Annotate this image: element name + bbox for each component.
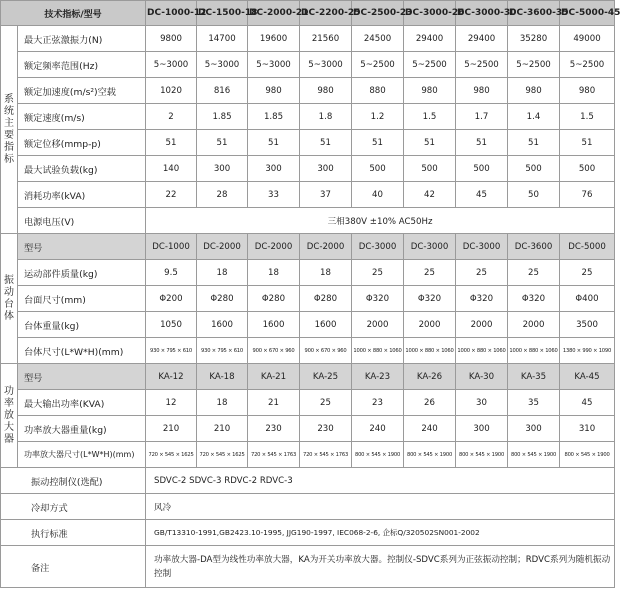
cell: 720 × 545 × 1625: [146, 442, 197, 468]
group-char: 指: [4, 141, 14, 153]
group-char: 功: [4, 385, 14, 397]
cell: 980: [300, 78, 352, 104]
amp-group-label: [1, 364, 18, 468]
cell: 2000: [456, 312, 508, 338]
group-char: 主: [4, 117, 14, 129]
cell: 300: [248, 156, 300, 182]
cell: 500: [456, 156, 508, 182]
group-char: 统: [4, 105, 14, 117]
cell: 800 × 545 × 1900: [352, 442, 404, 468]
row-label: 最大正弦激振力(N): [18, 26, 146, 52]
cell: 49000: [560, 26, 615, 52]
group-char: 系: [4, 93, 14, 105]
cell: 930 × 795 × 610: [146, 338, 197, 364]
cell: Φ320: [456, 286, 508, 312]
cell: 1050: [146, 312, 197, 338]
cell: KA-21: [248, 364, 300, 390]
cell: 51: [352, 130, 404, 156]
cell: 980: [508, 78, 560, 104]
cell: 18: [300, 260, 352, 286]
cell: 5~2500: [456, 52, 508, 78]
cell: Φ280: [300, 286, 352, 312]
cell: 2000: [352, 312, 404, 338]
cell: 25: [404, 260, 456, 286]
group-char: 要: [4, 129, 14, 141]
cell: 1.5: [404, 104, 456, 130]
cell: DC-3000: [352, 234, 404, 260]
model-header: DC-2200-25: [300, 1, 352, 26]
cell: 300: [456, 416, 508, 442]
cell: KA-35: [508, 364, 560, 390]
row-label: 台体尺寸(L*W*H)(mm): [18, 338, 146, 364]
power-value: 三相380V ±10% AC50Hz: [146, 208, 615, 234]
cell: 240: [352, 416, 404, 442]
cell: 1.85: [197, 104, 248, 130]
cell: 980: [456, 78, 508, 104]
standard-value: GB/T13310-1991,GB2423.10-1995, JJG190-1997, IEC068-2-6, 企标Q/320502SN001-2002: [146, 520, 615, 546]
cell: DC-2000: [197, 234, 248, 260]
cell: 1.7: [456, 104, 508, 130]
cell: 25: [560, 260, 615, 286]
cell: 37: [300, 182, 352, 208]
cell: 51: [404, 130, 456, 156]
cell: Φ400: [560, 286, 615, 312]
cell: 51: [560, 130, 615, 156]
cell: KA-26: [404, 364, 456, 390]
cell: 816: [197, 78, 248, 104]
table-row: [1, 338, 615, 364]
cell: 1380 × 990 × 1090: [560, 338, 615, 364]
row-label: 型号: [18, 364, 146, 390]
cell: KA-30: [456, 364, 508, 390]
cell: 5~3000: [300, 52, 352, 78]
system-group-label: [1, 26, 18, 234]
table-row: [1, 286, 615, 312]
row-label: 台体重量(kg): [18, 312, 146, 338]
cell: DC-1000: [146, 234, 197, 260]
cell: 12: [146, 390, 197, 416]
cell: 5~2500: [352, 52, 404, 78]
remark-value: 功率放大器-DA型为线性功率放大器，KA为开关功率放大器。控制仪-SDVC系列为正弦振动控制；RDVC系列为随机振动控制: [146, 546, 615, 588]
cell: Φ280: [197, 286, 248, 312]
standard-label: 执行标准: [1, 520, 146, 546]
cell: 33: [248, 182, 300, 208]
header-row: [1, 1, 615, 26]
cell: 1000 × 880 × 1060: [352, 338, 404, 364]
row-label: 型号: [18, 234, 146, 260]
model-header: DC-1000-12: [146, 1, 197, 26]
cell: 21560: [300, 26, 352, 52]
table-row: [1, 390, 615, 416]
cell: 500: [352, 156, 404, 182]
cell: DC-5000: [560, 234, 615, 260]
cell: KA-12: [146, 364, 197, 390]
cell: 40: [352, 182, 404, 208]
cooling-label: 冷却方式: [1, 494, 146, 520]
table-row: [1, 26, 615, 52]
cell: 29400: [404, 26, 456, 52]
table-row: [1, 468, 615, 494]
cell: 51: [197, 130, 248, 156]
cell: 1020: [146, 78, 197, 104]
model-header: DC-3600-35: [508, 1, 560, 26]
cell: 1.2: [352, 104, 404, 130]
cell: 720 × 545 × 1763: [300, 442, 352, 468]
row-label: 额定位移(mmp-p): [18, 130, 146, 156]
cell: 35280: [508, 26, 560, 52]
cell: 51: [248, 130, 300, 156]
row-label: 最大输出功率(KVA): [18, 390, 146, 416]
cell: KA-45: [560, 364, 615, 390]
cell: 1000 × 880 × 1060: [508, 338, 560, 364]
table-row: [1, 520, 615, 546]
cooling-value: 风冷: [146, 494, 615, 520]
table-row: [1, 494, 615, 520]
cell: 880: [352, 78, 404, 104]
cell: 51: [300, 130, 352, 156]
cell: 1.5: [560, 104, 615, 130]
cell: 1000 × 880 × 1060: [404, 338, 456, 364]
cell: 800 × 545 × 1900: [560, 442, 615, 468]
table-row: [1, 208, 615, 234]
cell: 980: [560, 78, 615, 104]
cell: 23: [352, 390, 404, 416]
cell: 30: [456, 390, 508, 416]
group-char: 放: [4, 409, 14, 421]
cell: 9800: [146, 26, 197, 52]
cell: 25: [352, 260, 404, 286]
table-row: [1, 52, 615, 78]
cell: 5~2500: [404, 52, 456, 78]
cell: 900 × 670 × 960: [300, 338, 352, 364]
model-header: DC-2000-21: [248, 1, 300, 26]
cell: KA-25: [300, 364, 352, 390]
cell: 1600: [300, 312, 352, 338]
cell: DC-3600: [508, 234, 560, 260]
cell: 28: [197, 182, 248, 208]
row-label: 额定速度(m/s): [18, 104, 146, 130]
cell: KA-18: [197, 364, 248, 390]
group-char: 标: [4, 153, 14, 165]
cell: 50: [508, 182, 560, 208]
table-row: [1, 416, 615, 442]
cell: 51: [146, 130, 197, 156]
cell: 19600: [248, 26, 300, 52]
shaker-group-label: [1, 234, 18, 364]
cell: 300: [300, 156, 352, 182]
cell: Φ280: [248, 286, 300, 312]
table-row: [1, 260, 615, 286]
cell: 3500: [560, 312, 615, 338]
cell: 21: [248, 390, 300, 416]
cell: 210: [146, 416, 197, 442]
cell: 25: [300, 390, 352, 416]
cell: 2000: [404, 312, 456, 338]
cell: 310: [560, 416, 615, 442]
table-row: [1, 364, 615, 390]
table-row: [1, 442, 615, 468]
cell: 2: [146, 104, 197, 130]
cell: 800 × 545 × 1900: [508, 442, 560, 468]
group-char: 体: [4, 310, 14, 322]
controller-label: 振动控制仪(选配): [1, 468, 146, 494]
group-char: 大: [4, 421, 14, 433]
cell: 1600: [197, 312, 248, 338]
cell: 230: [248, 416, 300, 442]
row-label: 消耗功率(kVA): [18, 182, 146, 208]
table-row: [1, 130, 615, 156]
cell: 800 × 545 × 1900: [404, 442, 456, 468]
cell: Φ320: [404, 286, 456, 312]
cell: 5~2500: [508, 52, 560, 78]
cell: 500: [508, 156, 560, 182]
cell: 5~2500: [560, 52, 615, 78]
table-row: [1, 312, 615, 338]
row-label: 功率放大器重量(kg): [18, 416, 146, 442]
model-header: DC-2500-23: [352, 1, 404, 26]
table-row: [1, 182, 615, 208]
cell: 25: [508, 260, 560, 286]
group-char: 率: [4, 397, 14, 409]
cell: 51: [508, 130, 560, 156]
cell: 9.5: [146, 260, 197, 286]
cell: Φ200: [146, 286, 197, 312]
cell: DC-3000: [404, 234, 456, 260]
cell: 140: [146, 156, 197, 182]
group-char: 器: [4, 433, 14, 445]
power-label: 电源电压(V): [18, 208, 146, 234]
cell: 45: [456, 182, 508, 208]
cell: 800 × 545 × 1900: [456, 442, 508, 468]
header-title: 技术指标/型号: [1, 1, 146, 26]
cell: 76: [560, 182, 615, 208]
cell: 51: [456, 130, 508, 156]
row-label: 额定加速度(m/s²)空载: [18, 78, 146, 104]
cell: DC-2000: [248, 234, 300, 260]
cell: KA-23: [352, 364, 404, 390]
cell: 930 × 795 × 610: [197, 338, 248, 364]
cell: 720 × 545 × 1763: [248, 442, 300, 468]
cell: DC-2000: [300, 234, 352, 260]
cell: 2000: [508, 312, 560, 338]
cell: 25: [456, 260, 508, 286]
cell: 24500: [352, 26, 404, 52]
table-row: [1, 104, 615, 130]
cell: 14700: [197, 26, 248, 52]
cell: 300: [197, 156, 248, 182]
group-char: 台: [4, 298, 14, 310]
cell: 1.8: [300, 104, 352, 130]
cell: 5~3000: [248, 52, 300, 78]
cell: 500: [560, 156, 615, 182]
remark-label: 备注: [1, 546, 146, 588]
cell: 42: [404, 182, 456, 208]
cell: 18: [197, 390, 248, 416]
row-label: 运动部件质量(kg): [18, 260, 146, 286]
model-header: DC-1500-18: [197, 1, 248, 26]
cell: 29400: [456, 26, 508, 52]
cell: 1000 × 880 × 1060: [456, 338, 508, 364]
cell: 18: [248, 260, 300, 286]
cell: Φ320: [352, 286, 404, 312]
cell: 45: [560, 390, 615, 416]
table-row: [1, 78, 615, 104]
row-label: 额定频率范围(Hz): [18, 52, 146, 78]
table-row: [1, 234, 615, 260]
cell: 35: [508, 390, 560, 416]
cell: 900 × 670 × 960: [248, 338, 300, 364]
cell: 5~3000: [146, 52, 197, 78]
cell: DC-3000: [456, 234, 508, 260]
cell: 18: [197, 260, 248, 286]
cell: 500: [404, 156, 456, 182]
model-header: DC-3000-30: [456, 1, 508, 26]
row-label: 功率放大器尺寸(L*W*H)(mm): [18, 442, 146, 468]
cell: 230: [300, 416, 352, 442]
table-row: [1, 156, 615, 182]
table-row: [1, 546, 615, 588]
cell: 1.4: [508, 104, 560, 130]
row-label: 台面尺寸(mm): [18, 286, 146, 312]
cell: 720 × 545 × 1625: [197, 442, 248, 468]
cell: 1.85: [248, 104, 300, 130]
row-label: 最大试验负载(kg): [18, 156, 146, 182]
cell: 5~3000: [197, 52, 248, 78]
cell: 980: [404, 78, 456, 104]
group-char: 振: [4, 274, 14, 286]
cell: 26: [404, 390, 456, 416]
model-header: DC-5000-45: [560, 1, 615, 26]
model-header: DC-3000-26: [404, 1, 456, 26]
cell: 980: [248, 78, 300, 104]
cell: 240: [404, 416, 456, 442]
controller-value: SDVC-2 SDVC-3 RDVC-2 RDVC-3: [146, 468, 615, 494]
cell: 1600: [248, 312, 300, 338]
cell: 210: [197, 416, 248, 442]
cell: 300: [508, 416, 560, 442]
cell: 22: [146, 182, 197, 208]
group-char: 动: [4, 286, 14, 298]
cell: Φ320: [508, 286, 560, 312]
